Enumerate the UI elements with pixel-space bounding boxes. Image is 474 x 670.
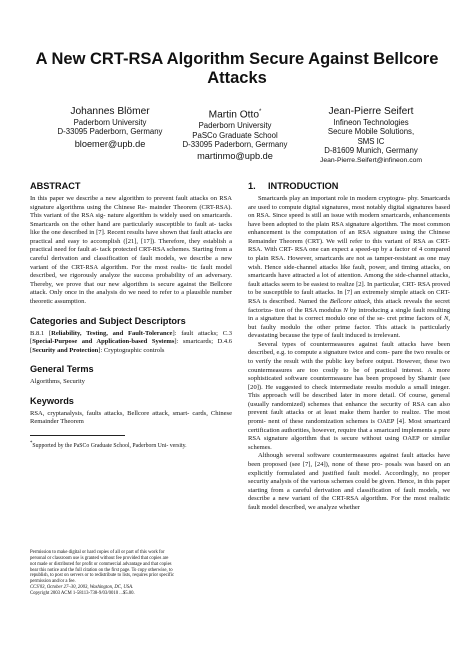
introduction-heading: 1. INTRODUCTION	[248, 181, 339, 191]
title-line-1: A New CRT-RSA Algorithm Secure Against Bellcore	[35, 50, 439, 68]
author-email: Jean-Pierre.Seifert@infineon.com	[319, 157, 423, 165]
author-affiliation: Infineon Technologies	[333, 118, 409, 127]
abstract-text: In this paper we describe a new algorithm to prevent fault attacks on RSA signature algorithms using the Chinese Re- mainder Theorem (CRT-RSA). This variant of the RSA sig- nature algorithm is widely used on smartcards. Smartcards on the other hand are particularly susceptible to fault at- tacks like the one described in [7]. Recent results have shown that fault attacks are practical and easy to accomplish ([21], [17]). Therefore, they establish a practical need for fault at- tack protected CRT-RSA schemes. Starting from a careful derivation and classification of fault models, we describe a new variant of the CRT-RSA algorithm. For the most realis- tic fault model described, we rigorously analyze the success probability of an adversary. Thereby, we prove that our new algorithm is secure against the Bellcore attack. Only once in the analysis do we need to refer to a plausible number theoretic assumption.	[30, 195, 233, 305]
intro-paragraph-2: Several types of countermeasures against fault attacks have been described, e.g. to compute a signature twice and com- pare the two results or to verify the result with the public key before output. However, these two countermeasures are too costly to be of practical interest. A more sophisticated software countermeasure has been proposed by Shamir (see [20]). He suggested to check intermediate results modulo a small integer. This approach will be described later in more detail. Of course, general (usually randomized) schemes that enhance the security of RSA can also prevent fault attacks or at least make them harder to realize. The most promi- nent of these randomization schemes is OAEP [4]. Most smartcard certification authorities, however, require that a smartcard implements a pure RSA signature algorithm that is secure without using OAEP or similar schemes.	[248, 340, 451, 451]
author-email: martinmo@upb.de	[197, 151, 273, 162]
right-column	[248, 181, 450, 512]
intro-paragraph-3: Although several software countermeasures against fault attacks have been proposed (see [7], [24]), none of these pro- posals was based on an explicitly formulated and justified fault model. Accordingly, no proper security analysis of the various schemes could be given. Hence, in this paper starting from a careful derivation and classification of fault models, we describe a new variant of the CRT-RSA algorithm. For the most realistic fault model described, we analyze whether	[248, 452, 451, 511]
footnote: *Supported by the PaSCo Graduate School, Paderborn Uni- versity.	[30, 440, 187, 449]
author-name: Jean-Pierre Seifert	[328, 106, 414, 117]
author-affiliation: PaSCo Graduate School	[192, 130, 278, 140]
author-address: D-81609 Munich, Germany	[324, 145, 418, 155]
footnote-rule	[30, 435, 125, 436]
footnote-mark: *	[259, 109, 262, 115]
paper-title	[30, 50, 444, 88]
author-affiliation: SMS IC	[357, 136, 385, 146]
general-terms-text: Algorithms, Security	[30, 378, 85, 386]
categories-text: B.8.1 [Reliability, Testing, and Fault-Tolerance]: fault attacks; C.3 [Special-Purpose and Application-based Systems]: smartcards; D.4.6 [Security and Protection]: Cryptographic controls	[30, 329, 233, 354]
author-3	[296, 106, 446, 166]
keywords-heading: Keywords	[30, 395, 74, 406]
author-2	[160, 106, 310, 162]
permission-notice	[30, 550, 234, 597]
author-affiliation: Paderborn University	[73, 118, 147, 127]
author-address: D-33095 Paderborn, Germany	[182, 139, 288, 149]
left-column	[30, 181, 232, 450]
general-terms-heading: General Terms	[30, 364, 94, 375]
author-name: Johannes Blömer	[70, 106, 150, 117]
abstract-heading: ABSTRACT	[30, 181, 81, 191]
author-name: Martin Otto*	[208, 109, 262, 121]
author-affiliation: Secure Mobile Solutions,	[327, 127, 415, 137]
author-address: D-33095 Paderborn, Germany	[57, 127, 163, 137]
author-affiliation: Paderborn University	[198, 121, 272, 131]
title-line-2: Attacks	[207, 69, 267, 87]
author-email: bloemer@upb.de	[74, 138, 146, 149]
permission-text: Permission to make digital or hard copies of all or part of this work for personal or classroom use is granted without fee provided that copies are not made or distributed for profit or commercial advantage and that copies bear this notice and the full citation on the first page. To copy otherwise, to republish, to post on servers or to redistribute to lists, requires prior specific permission and/or a fee. CCS'03, October 27–30, 2003, Washington, DC, USA. Copyright 2003 ACM 1-58113-738-9/03/0010 ...$5.00.	[30, 550, 175, 596]
keywords-text: RSA, cryptanalysis, faults attacks, Bellcore attack, smart- cards, Chinese Remainder Theorem	[30, 409, 232, 426]
intro-paragraph-1: Smartcards play an important role in modern cryptogra- phy. Smartcards are used to compute digital signatures, most notably digital signatures based on RSA. Since speed is still an issue with modern smartcards, enhancements have been adopted to the plain RSA signature algorithm. The most common enhancement is the computation of an RSA signature using the Chinese Remainder Theorem (CRT). We will refer to this variant of RSA as CRT-RSA. With CRT- RSA one can expect a speed-up by a factor of 4 compared to plain RSA. However, smartcards are not as tamper-resistant as one may wish. Hence side-channel attacks like fault, power, and timing attacks, on smartcards have attracted a lot of attention. Among the side-channel attacks, fault attacks seem to be easiest to realize [2]. In particular, CRT- RSA proved to be susceptible to fault attacks. In [7] an extremely simple attack on CRT-RSA is described. Named the Bellcore attack, this attack reveals the secret factoriza- tion of the RSA modulus N by introducing a single fault resulting in a signature that is correct modulo one of the se- cret prime factors of N, but faulty modulo the other prime factor. This attack is particularly devastating because the type of fault induced is irrelevant.	[248, 195, 451, 340]
categories-heading: Categories and Subject Descriptors	[30, 315, 186, 326]
author-block	[30, 106, 444, 168]
